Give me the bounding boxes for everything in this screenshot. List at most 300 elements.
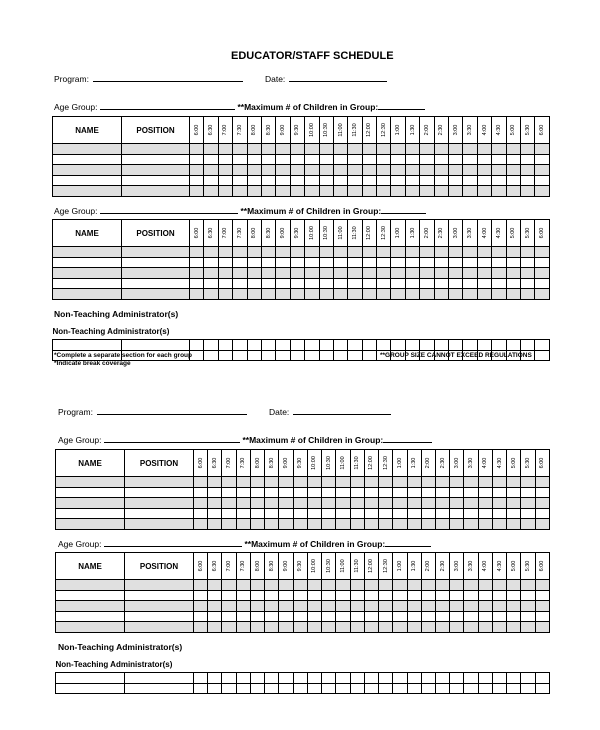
time-cell[interactable] xyxy=(319,247,333,258)
time-cell[interactable] xyxy=(362,247,376,258)
time-cell[interactable] xyxy=(290,257,304,268)
time-cell[interactable] xyxy=(377,165,391,176)
time-cell[interactable] xyxy=(276,340,290,351)
time-cell[interactable] xyxy=(477,165,491,176)
time-cell[interactable] xyxy=(492,487,506,498)
time-cell[interactable] xyxy=(233,340,247,351)
time-cell[interactable] xyxy=(222,498,236,509)
time-cell[interactable] xyxy=(222,508,236,519)
time-cell[interactable] xyxy=(336,487,350,498)
time-cell[interactable] xyxy=(463,154,477,165)
time-cell[interactable] xyxy=(464,622,478,633)
time-cell[interactable] xyxy=(507,673,521,684)
time-cell[interactable] xyxy=(520,257,534,268)
time-cell[interactable] xyxy=(421,580,435,591)
time-cell[interactable] xyxy=(420,289,434,300)
time-cell[interactable] xyxy=(421,477,435,488)
time-cell[interactable] xyxy=(222,683,236,694)
time-cell[interactable] xyxy=(477,257,491,268)
time-cell[interactable] xyxy=(506,289,520,300)
time-cell[interactable] xyxy=(391,340,405,351)
time-cell[interactable] xyxy=(348,175,362,186)
position-cell[interactable] xyxy=(125,590,194,601)
time-cell[interactable] xyxy=(405,257,419,268)
time-cell[interactable] xyxy=(535,289,549,300)
time-cell[interactable] xyxy=(236,519,250,530)
time-cell[interactable] xyxy=(276,278,290,289)
time-cell[interactable] xyxy=(362,154,376,165)
time-cell[interactable] xyxy=(293,683,307,694)
time-cell[interactable] xyxy=(194,519,208,530)
time-cell[interactable] xyxy=(492,601,506,612)
time-cell[interactable] xyxy=(293,519,307,530)
time-cell[interactable] xyxy=(190,165,204,176)
time-cell[interactable] xyxy=(507,508,521,519)
name-cell[interactable] xyxy=(56,580,125,591)
time-cell[interactable] xyxy=(333,340,347,351)
time-cell[interactable] xyxy=(393,683,407,694)
time-cell[interactable] xyxy=(307,673,321,684)
time-cell[interactable] xyxy=(434,165,448,176)
time-cell[interactable] xyxy=(407,622,421,633)
time-cell[interactable] xyxy=(348,278,362,289)
time-cell[interactable] xyxy=(208,519,222,530)
time-cell[interactable] xyxy=(336,590,350,601)
time-cell[interactable] xyxy=(250,487,264,498)
name-cell[interactable] xyxy=(53,186,122,197)
time-cell[interactable] xyxy=(190,257,204,268)
time-cell[interactable] xyxy=(333,278,347,289)
time-cell[interactable] xyxy=(492,278,506,289)
time-cell[interactable] xyxy=(322,519,336,530)
name-cell[interactable] xyxy=(56,622,125,633)
time-cell[interactable] xyxy=(290,186,304,197)
time-cell[interactable] xyxy=(305,268,319,279)
time-cell[interactable] xyxy=(521,601,535,612)
time-cell[interactable] xyxy=(450,590,464,601)
name-cell[interactable] xyxy=(56,601,125,612)
time-cell[interactable] xyxy=(421,622,435,633)
time-cell[interactable] xyxy=(350,683,364,694)
time-cell[interactable] xyxy=(350,487,364,498)
time-cell[interactable] xyxy=(492,268,506,279)
time-cell[interactable] xyxy=(293,590,307,601)
time-cell[interactable] xyxy=(362,340,376,351)
time-cell[interactable] xyxy=(350,580,364,591)
time-cell[interactable] xyxy=(379,477,393,488)
time-cell[interactable] xyxy=(535,590,549,601)
time-cell[interactable] xyxy=(364,508,378,519)
time-cell[interactable] xyxy=(405,175,419,186)
time-cell[interactable] xyxy=(434,175,448,186)
time-cell[interactable] xyxy=(377,247,391,258)
time-cell[interactable] xyxy=(233,154,247,165)
time-cell[interactable] xyxy=(492,165,506,176)
time-cell[interactable] xyxy=(506,175,520,186)
time-cell[interactable] xyxy=(450,622,464,633)
time-cell[interactable] xyxy=(194,673,208,684)
name-cell[interactable] xyxy=(53,247,122,258)
time-cell[interactable] xyxy=(377,268,391,279)
time-cell[interactable] xyxy=(521,590,535,601)
time-cell[interactable] xyxy=(350,601,364,612)
time-cell[interactable] xyxy=(450,487,464,498)
time-cell[interactable] xyxy=(478,622,492,633)
time-cell[interactable] xyxy=(507,487,521,498)
time-cell[interactable] xyxy=(333,175,347,186)
time-cell[interactable] xyxy=(405,144,419,155)
time-cell[interactable] xyxy=(421,519,435,530)
time-cell[interactable] xyxy=(247,186,261,197)
time-cell[interactable] xyxy=(319,144,333,155)
time-cell[interactable] xyxy=(463,340,477,351)
time-cell[interactable] xyxy=(405,247,419,258)
time-cell[interactable] xyxy=(194,580,208,591)
time-cell[interactable] xyxy=(478,590,492,601)
time-cell[interactable] xyxy=(520,278,534,289)
time-cell[interactable] xyxy=(350,519,364,530)
age-group-field[interactable] xyxy=(100,205,238,214)
time-cell[interactable] xyxy=(393,611,407,622)
time-cell[interactable] xyxy=(464,590,478,601)
time-cell[interactable] xyxy=(421,673,435,684)
time-cell[interactable] xyxy=(290,340,304,351)
time-cell[interactable] xyxy=(336,673,350,684)
time-cell[interactable] xyxy=(250,519,264,530)
time-cell[interactable] xyxy=(261,340,275,351)
time-cell[interactable] xyxy=(204,186,218,197)
position-cell[interactable] xyxy=(125,487,194,498)
time-cell[interactable] xyxy=(506,154,520,165)
time-cell[interactable] xyxy=(348,186,362,197)
time-cell[interactable] xyxy=(377,257,391,268)
time-cell[interactable] xyxy=(336,611,350,622)
time-cell[interactable] xyxy=(393,590,407,601)
time-cell[interactable] xyxy=(393,622,407,633)
time-cell[interactable] xyxy=(520,165,534,176)
time-cell[interactable] xyxy=(218,175,232,186)
time-cell[interactable] xyxy=(520,289,534,300)
time-cell[interactable] xyxy=(506,247,520,258)
time-cell[interactable] xyxy=(464,519,478,530)
time-cell[interactable] xyxy=(391,154,405,165)
time-cell[interactable] xyxy=(336,580,350,591)
time-cell[interactable] xyxy=(449,340,463,351)
time-cell[interactable] xyxy=(222,601,236,612)
time-cell[interactable] xyxy=(362,268,376,279)
time-cell[interactable] xyxy=(336,622,350,633)
time-cell[interactable] xyxy=(336,477,350,488)
time-cell[interactable] xyxy=(236,673,250,684)
time-cell[interactable] xyxy=(364,601,378,612)
time-cell[interactable] xyxy=(247,350,261,361)
time-cell[interactable] xyxy=(464,683,478,694)
time-cell[interactable] xyxy=(233,278,247,289)
time-cell[interactable] xyxy=(333,165,347,176)
time-cell[interactable] xyxy=(492,144,506,155)
time-cell[interactable] xyxy=(218,289,232,300)
time-cell[interactable] xyxy=(250,590,264,601)
time-cell[interactable] xyxy=(421,508,435,519)
time-cell[interactable] xyxy=(190,247,204,258)
time-cell[interactable] xyxy=(364,673,378,684)
time-cell[interactable] xyxy=(407,611,421,622)
time-cell[interactable] xyxy=(364,683,378,694)
time-cell[interactable] xyxy=(276,350,290,361)
time-cell[interactable] xyxy=(535,580,549,591)
time-cell[interactable] xyxy=(261,186,275,197)
time-cell[interactable] xyxy=(405,340,419,351)
time-cell[interactable] xyxy=(348,154,362,165)
time-cell[interactable] xyxy=(420,154,434,165)
time-cell[interactable] xyxy=(421,498,435,509)
time-cell[interactable] xyxy=(435,580,449,591)
time-cell[interactable] xyxy=(364,590,378,601)
name-cell[interactable] xyxy=(56,519,125,530)
time-cell[interactable] xyxy=(322,477,336,488)
time-cell[interactable] xyxy=(434,340,448,351)
time-cell[interactable] xyxy=(492,498,506,509)
time-cell[interactable] xyxy=(477,186,491,197)
time-cell[interactable] xyxy=(319,154,333,165)
time-cell[interactable] xyxy=(307,683,321,694)
time-cell[interactable] xyxy=(204,278,218,289)
time-cell[interactable] xyxy=(463,247,477,258)
time-cell[interactable] xyxy=(535,186,549,197)
date-field[interactable] xyxy=(293,406,391,415)
time-cell[interactable] xyxy=(477,289,491,300)
time-cell[interactable] xyxy=(247,340,261,351)
time-cell[interactable] xyxy=(379,580,393,591)
time-cell[interactable] xyxy=(336,498,350,509)
time-cell[interactable] xyxy=(250,580,264,591)
time-cell[interactable] xyxy=(233,350,247,361)
time-cell[interactable] xyxy=(204,268,218,279)
age-group-field[interactable] xyxy=(100,101,235,110)
time-cell[interactable] xyxy=(393,673,407,684)
time-cell[interactable] xyxy=(535,154,549,165)
time-cell[interactable] xyxy=(265,498,279,509)
time-cell[interactable] xyxy=(290,247,304,258)
time-cell[interactable] xyxy=(507,519,521,530)
time-cell[interactable] xyxy=(364,611,378,622)
time-cell[interactable] xyxy=(236,498,250,509)
time-cell[interactable] xyxy=(435,498,449,509)
time-cell[interactable] xyxy=(478,498,492,509)
time-cell[interactable] xyxy=(233,289,247,300)
time-cell[interactable] xyxy=(276,268,290,279)
time-cell[interactable] xyxy=(434,257,448,268)
time-cell[interactable] xyxy=(420,268,434,279)
time-cell[interactable] xyxy=(293,673,307,684)
time-cell[interactable] xyxy=(250,477,264,488)
time-cell[interactable] xyxy=(407,498,421,509)
max-children-field[interactable] xyxy=(383,434,432,443)
time-cell[interactable] xyxy=(222,487,236,498)
time-cell[interactable] xyxy=(391,289,405,300)
time-cell[interactable] xyxy=(521,673,535,684)
time-cell[interactable] xyxy=(435,477,449,488)
time-cell[interactable] xyxy=(393,477,407,488)
time-cell[interactable] xyxy=(391,268,405,279)
time-cell[interactable] xyxy=(379,508,393,519)
name-cell[interactable] xyxy=(56,590,125,601)
time-cell[interactable] xyxy=(450,580,464,591)
time-cell[interactable] xyxy=(222,673,236,684)
time-cell[interactable] xyxy=(521,519,535,530)
time-cell[interactable] xyxy=(405,278,419,289)
time-cell[interactable] xyxy=(364,498,378,509)
time-cell[interactable] xyxy=(407,580,421,591)
time-cell[interactable] xyxy=(391,165,405,176)
time-cell[interactable] xyxy=(407,601,421,612)
position-cell[interactable] xyxy=(122,340,190,351)
name-cell[interactable] xyxy=(56,611,125,622)
time-cell[interactable] xyxy=(507,477,521,488)
time-cell[interactable] xyxy=(279,519,293,530)
time-cell[interactable] xyxy=(265,477,279,488)
time-cell[interactable] xyxy=(208,580,222,591)
time-cell[interactable] xyxy=(247,154,261,165)
time-cell[interactable] xyxy=(265,508,279,519)
time-cell[interactable] xyxy=(521,498,535,509)
time-cell[interactable] xyxy=(250,622,264,633)
time-cell[interactable] xyxy=(521,683,535,694)
time-cell[interactable] xyxy=(261,247,275,258)
position-cell[interactable] xyxy=(125,508,194,519)
time-cell[interactable] xyxy=(261,289,275,300)
time-cell[interactable] xyxy=(520,144,534,155)
time-cell[interactable] xyxy=(290,175,304,186)
time-cell[interactable] xyxy=(507,590,521,601)
time-cell[interactable] xyxy=(333,154,347,165)
name-cell[interactable] xyxy=(53,289,122,300)
position-cell[interactable] xyxy=(122,289,190,300)
time-cell[interactable] xyxy=(307,611,321,622)
time-cell[interactable] xyxy=(464,601,478,612)
time-cell[interactable] xyxy=(194,601,208,612)
time-cell[interactable] xyxy=(405,186,419,197)
time-cell[interactable] xyxy=(250,611,264,622)
time-cell[interactable] xyxy=(521,477,535,488)
time-cell[interactable] xyxy=(208,683,222,694)
position-cell[interactable] xyxy=(125,622,194,633)
time-cell[interactable] xyxy=(348,247,362,258)
time-cell[interactable] xyxy=(261,278,275,289)
time-cell[interactable] xyxy=(336,601,350,612)
time-cell[interactable] xyxy=(407,477,421,488)
time-cell[interactable] xyxy=(492,186,506,197)
time-cell[interactable] xyxy=(364,622,378,633)
time-cell[interactable] xyxy=(333,350,347,361)
time-cell[interactable] xyxy=(464,611,478,622)
time-cell[interactable] xyxy=(449,278,463,289)
time-cell[interactable] xyxy=(305,289,319,300)
time-cell[interactable] xyxy=(222,611,236,622)
time-cell[interactable] xyxy=(290,350,304,361)
time-cell[interactable] xyxy=(247,165,261,176)
time-cell[interactable] xyxy=(379,622,393,633)
time-cell[interactable] xyxy=(222,580,236,591)
time-cell[interactable] xyxy=(520,154,534,165)
time-cell[interactable] xyxy=(535,508,549,519)
time-cell[interactable] xyxy=(421,487,435,498)
time-cell[interactable] xyxy=(477,144,491,155)
time-cell[interactable] xyxy=(276,186,290,197)
time-cell[interactable] xyxy=(190,175,204,186)
name-cell[interactable] xyxy=(53,340,122,351)
time-cell[interactable] xyxy=(261,257,275,268)
time-cell[interactable] xyxy=(348,257,362,268)
time-cell[interactable] xyxy=(420,247,434,258)
time-cell[interactable] xyxy=(322,498,336,509)
time-cell[interactable] xyxy=(247,257,261,268)
time-cell[interactable] xyxy=(305,278,319,289)
time-cell[interactable] xyxy=(362,257,376,268)
time-cell[interactable] xyxy=(535,144,549,155)
time-cell[interactable] xyxy=(236,487,250,498)
time-cell[interactable] xyxy=(492,508,506,519)
time-cell[interactable] xyxy=(464,580,478,591)
position-cell[interactable] xyxy=(122,144,190,155)
time-cell[interactable] xyxy=(307,508,321,519)
time-cell[interactable] xyxy=(507,498,521,509)
time-cell[interactable] xyxy=(307,622,321,633)
time-cell[interactable] xyxy=(362,278,376,289)
time-cell[interactable] xyxy=(279,477,293,488)
time-cell[interactable] xyxy=(265,673,279,684)
time-cell[interactable] xyxy=(362,144,376,155)
time-cell[interactable] xyxy=(222,519,236,530)
time-cell[interactable] xyxy=(333,268,347,279)
time-cell[interactable] xyxy=(233,144,247,155)
time-cell[interactable] xyxy=(233,247,247,258)
time-cell[interactable] xyxy=(420,278,434,289)
time-cell[interactable] xyxy=(233,186,247,197)
time-cell[interactable] xyxy=(236,580,250,591)
time-cell[interactable] xyxy=(233,257,247,268)
time-cell[interactable] xyxy=(236,622,250,633)
time-cell[interactable] xyxy=(204,165,218,176)
time-cell[interactable] xyxy=(350,508,364,519)
time-cell[interactable] xyxy=(520,175,534,186)
time-cell[interactable] xyxy=(305,247,319,258)
time-cell[interactable] xyxy=(307,519,321,530)
time-cell[interactable] xyxy=(535,487,549,498)
time-cell[interactable] xyxy=(194,498,208,509)
time-cell[interactable] xyxy=(420,186,434,197)
time-cell[interactable] xyxy=(208,601,222,612)
time-cell[interactable] xyxy=(449,257,463,268)
time-cell[interactable] xyxy=(435,622,449,633)
position-cell[interactable] xyxy=(122,154,190,165)
time-cell[interactable] xyxy=(407,590,421,601)
time-cell[interactable] xyxy=(364,477,378,488)
time-cell[interactable] xyxy=(204,257,218,268)
time-cell[interactable] xyxy=(194,622,208,633)
time-cell[interactable] xyxy=(535,278,549,289)
time-cell[interactable] xyxy=(434,268,448,279)
name-cell[interactable] xyxy=(56,673,125,684)
time-cell[interactable] xyxy=(434,154,448,165)
time-cell[interactable] xyxy=(305,165,319,176)
time-cell[interactable] xyxy=(463,278,477,289)
time-cell[interactable] xyxy=(407,508,421,519)
time-cell[interactable] xyxy=(391,278,405,289)
time-cell[interactable] xyxy=(261,165,275,176)
time-cell[interactable] xyxy=(190,154,204,165)
time-cell[interactable] xyxy=(449,175,463,186)
